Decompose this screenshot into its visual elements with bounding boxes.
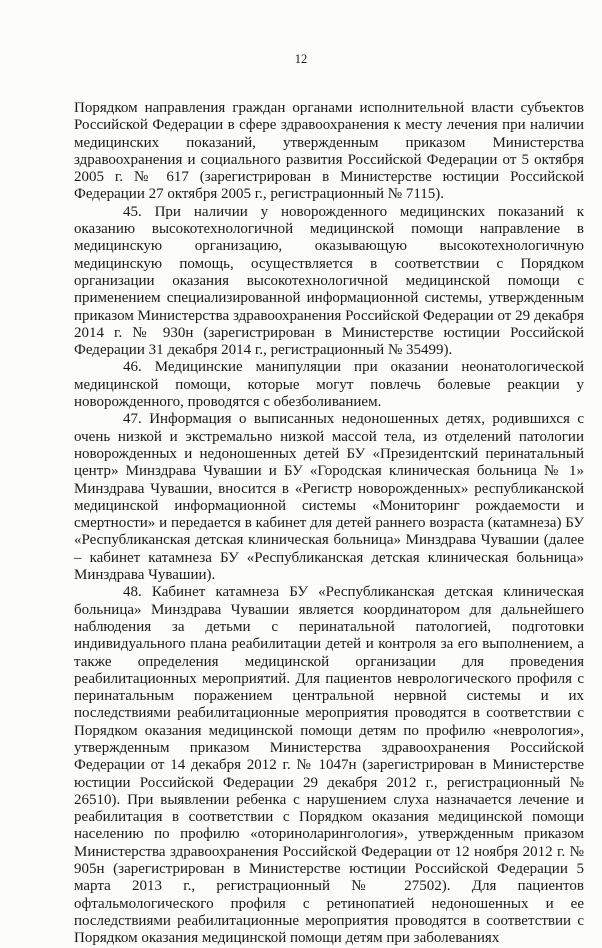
paragraph-item-46: 46. Медицинские манипуляции при оказании неонатологической медицинской помощи, которые могут повлечь болевые реакции у новорожденного, проводятся с обезболиванием.: [74, 359, 584, 411]
paragraph-item-48: 48. Кабинет катамнеза БУ «Республиканская детская клиническая больница» Минздрава Чувашии является координатором для дальнейшего наблюдения за детьми с перинатальной патологией, подготовки индивидуального плана реабилитации детей и контроля за его выполнением, а также определения медицинской организации для проведения реабилитационных мероприятий. Для пациентов неврологического профиля с перинатальным поражением центральной нервной системы и их последствиями реабилитационные мероприятия проводятся в соответствии с Порядком оказания медицинской помощи детям по профилю «неврология», утвержденным приказом Министерства здравоохранения Российской Федерации от 14 декабря 2012 г. № 1047н (зарегистрирован в Министерстве юстиции Российской Федерации 29 декабря 2012 г., регистрационный № 26510). При выявлении ребенка с нарушением слуха назначается лечение и реабилитация в соответствии с Порядком оказания медицинской помощи населению по профилю «оториноларингология», утвержденным приказом Министерства здравоохранения Российской Федерации от 12 ноября 2012 г. № 905н (зарегистрирован в Министерстве юстиции Российской Федерации 5 марта 2013 г., регистрационный № 27502). Для пациентов офтальмологического профиля с ретинопатией недоношенных и ее последствиями реабилитационные мероприятия проводятся в соответствии с Порядком оказания медицинской помощи детям при заболеваниях: [74, 584, 584, 947]
document-body: [74, 100, 584, 948]
paragraph-continuation: Порядком направления граждан органами исполнительной власти субъектов Российской Федерации в сфере здравоохранения к месту лечения при наличии медицинских показаний, утвержденным приказом Министерства здравоохранения и социального развития Российской Федерации от 5 октября 2005 г. № 617 (зарегистрирован в Министерстве юстиции Российской Федерации 27 октября 2005 г., регистрационный № 7115).: [74, 100, 584, 203]
paragraph-item-45: 45. При наличии у новорожденного медицинских показаний к оказанию высокотехнологичной медицинской помощи направление в медицинскую организацию, оказывающую высокотехнологичную медицинскую помощь, осуществляется в соответствии с Порядком организации оказания высокотехнологичной медицинской помощи с применением специализированной информационной системы, утвержденным приказом Министерства здравоохранения Российской Федерации от 29 декабря 2014 г. № 930н (зарегистрирован в Министерстве юстиции Российской Федерации 31 декабря 2014 г., регистрационный № 35499).: [74, 203, 584, 359]
page-number: 12: [294, 52, 308, 66]
paragraph-item-47: 47. Информация о выписанных недоношенных детях, родившихся с очень низкой и экстремально низкой массой тела, из отделений патологии новорожденных и недоношенных детей БУ «Президентский перинатальный центр» Минздрава Чувашии и БУ «Городская клиническая больница № 1» Минздрава Чувашии, вносится в «Регистр новорожденных» республиканской медицинской информационной системы «Мониторинг рождаемости и смертности» и передается в кабинет для детей раннего возраста (катамнеза) БУ «Республиканская детская клиническая больница» Минздрава Чувашии (далее – кабинет катамнеза БУ «Республиканская детская клиническая больница» Минздрава Чувашии).: [74, 411, 584, 584]
